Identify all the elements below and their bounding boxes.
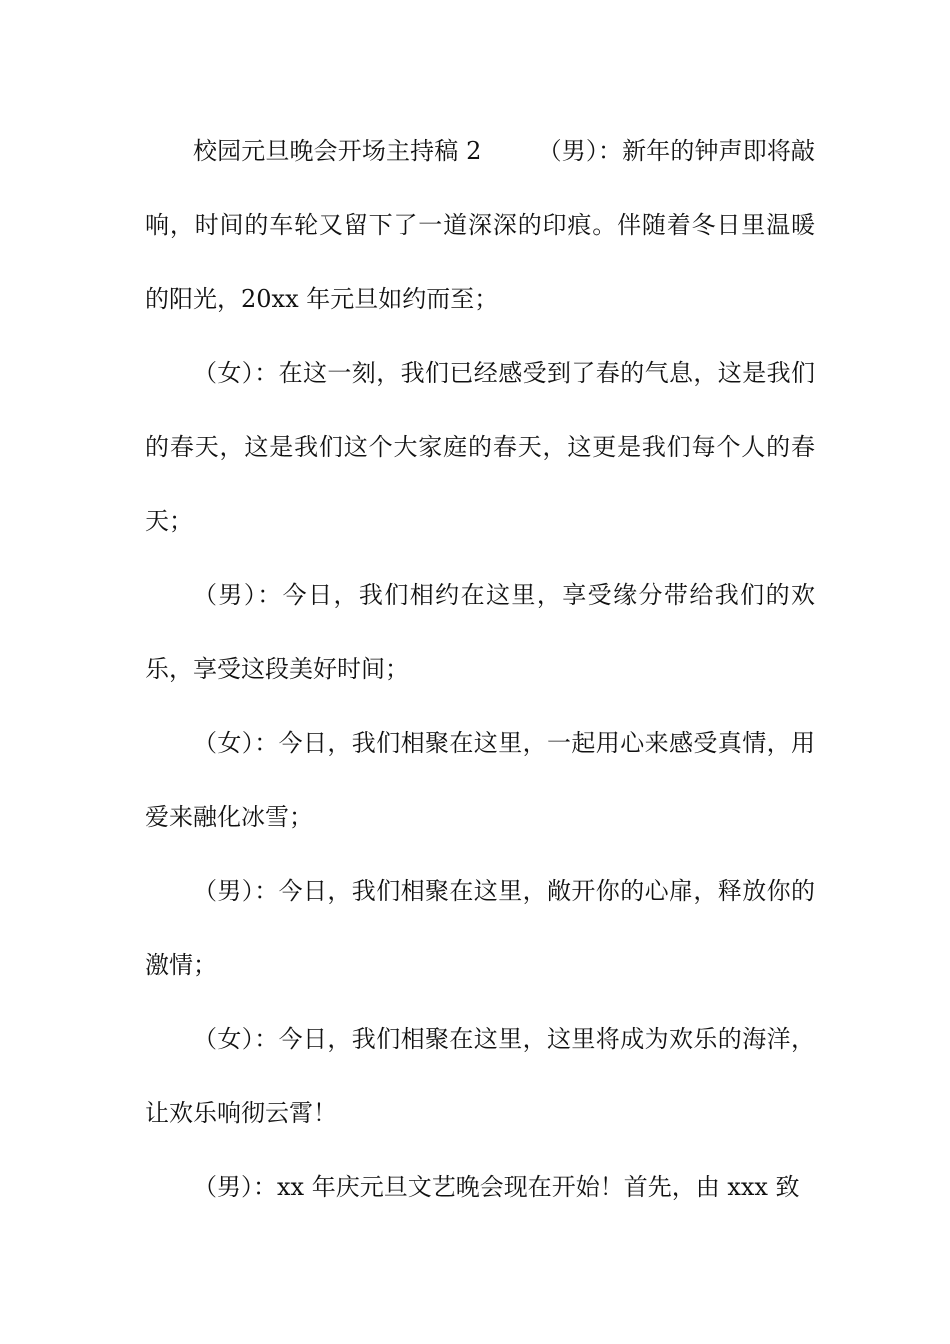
paragraph-5: （男）：今日，我们相聚在这里，敞开你的心扉，释放你的激情；: [145, 877, 815, 979]
paragraph-6: （女）：今日，我们相聚在这里，这里将成为欢乐的海洋，让欢乐响彻云霄！: [145, 1025, 815, 1127]
paragraph-4: （女）：今日，我们相聚在这里，一起用心来感受真情，用爱来融化冰雪；: [145, 729, 815, 831]
paragraph-3: （男）：今日，我们相约在这里，享受缘分带给我们的欢乐，享受这段美好时间；: [145, 581, 815, 683]
document-body: [145, 114, 815, 1224]
document-title: 校园元旦晚会开场主持稿 2: [193, 137, 482, 165]
paragraph-2: （女）：在这一刻，我们已经感受到了春的气息，这是我们的春天，这是我们这个大家庭的春天，这更是我们每个人的春天；: [145, 359, 815, 535]
paragraph-1: [145, 114, 815, 336]
paragraph-7: （男）：xx 年庆元旦文艺晚会现在开始！首先，由 xxx 致: [193, 1173, 800, 1201]
paragraph-1-text: （男）：新年的钟声即将敲响，时间的车轮又留下了一道深深的印痕。伴随着冬日里温暖的阳光，20xx 年元旦如约而至；: [145, 137, 815, 313]
